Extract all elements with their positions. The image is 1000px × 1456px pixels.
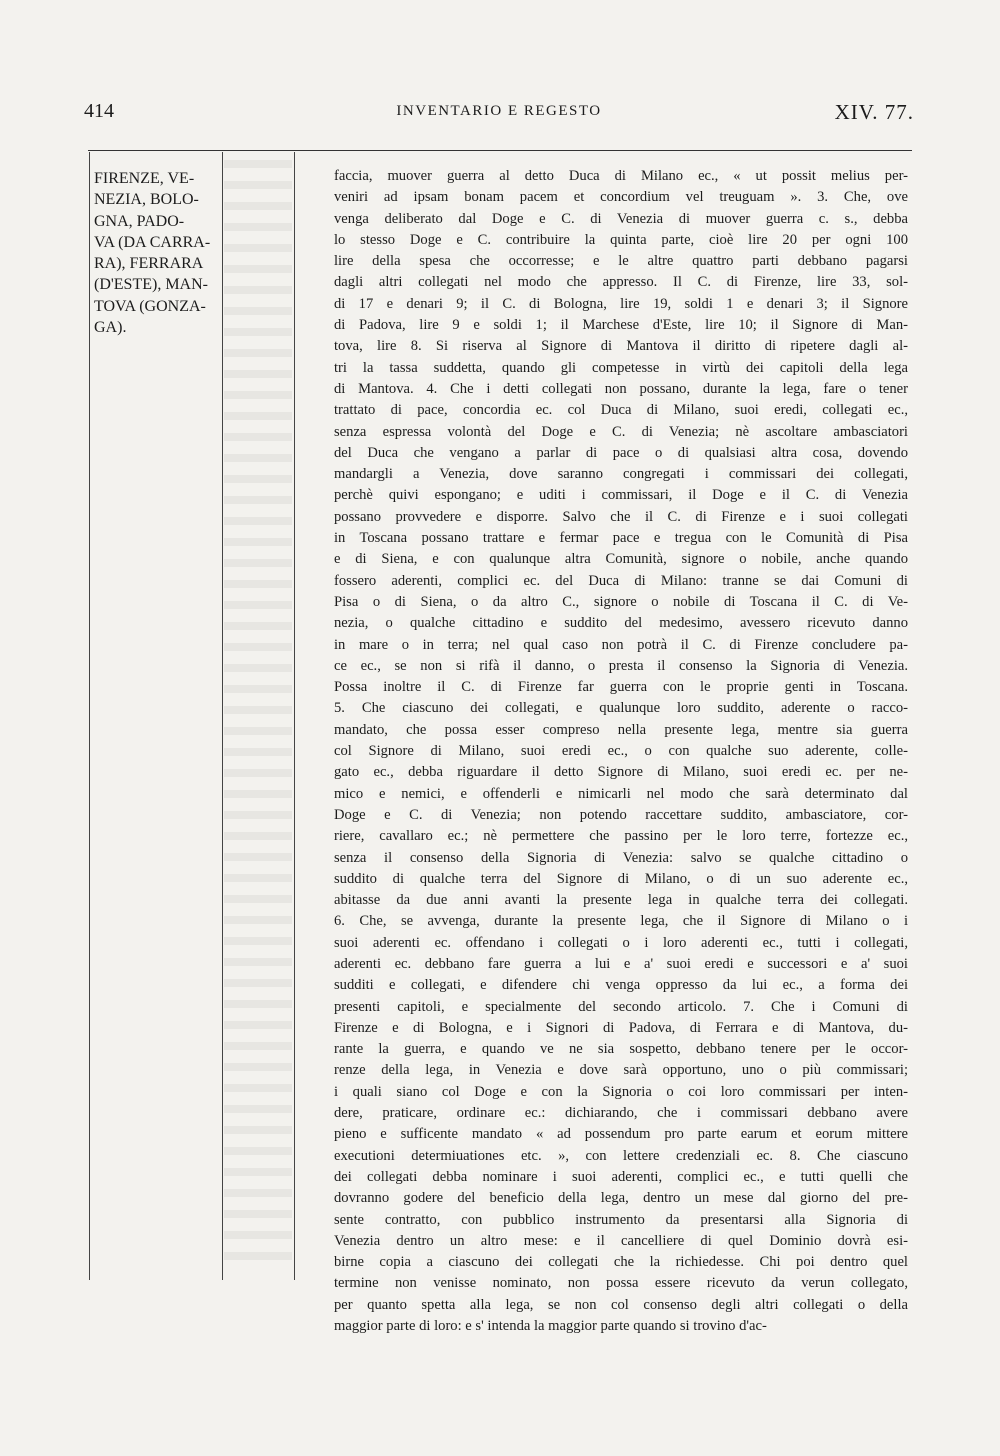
margin-note bbox=[94, 168, 220, 338]
text-line: suddito di qualche terra del Signore di Milano, o di un suo aderente ec., bbox=[334, 870, 908, 887]
text-line: mico e nemici, e offenderli e nimicarli nel modo che sarà determinato dal bbox=[334, 785, 908, 802]
text-line: termine non venisse nominato, non possa essere ricevuto da verun collegato, bbox=[334, 1275, 908, 1292]
text-line: Venezia dentro un altro mese: e il cancelliere di quel Dominio dovrà esi- bbox=[334, 1232, 908, 1249]
text-line: faccia, muover guerra al detto Duca di Milano ec., « ut possit melius per- bbox=[334, 168, 908, 184]
text-line: venga deliberato dal Doge e C. di Venezia di muover guerra c. s., debba bbox=[334, 210, 908, 227]
text-line: Pisa o di Siena, o da altro C., signore o nobile di Toscana il C. di Ve- bbox=[334, 593, 908, 610]
text-line: gato ec., debba riguardare il detto Signore di Milano, suoi eredi ec. per ne- bbox=[334, 764, 908, 781]
text-line: dere, praticare, ordinare ec.: dichiarando, che i commissari debbano avere bbox=[334, 1105, 908, 1122]
text-line: presenti capitoli, e specialmente del secondo articolo. 7. Che i Comuni di bbox=[334, 998, 908, 1015]
text-line: 6. Che, se avvenga, durante la presente lega, che il Signore di Milano o i bbox=[334, 913, 908, 930]
text-line: possano provvedere e disporre. Salvo che il C. di Firenze e i suoi collegati bbox=[334, 508, 908, 525]
text-line: renze della lega, in Venezia e dove sarà opportuno, uno o più commissari; bbox=[334, 1062, 908, 1079]
text-line: dagli altri collegati nel modo che appresso. Il C. di Firenze, lire 33, sol- bbox=[334, 274, 908, 291]
text-line: di 17 e denari 9; il C. di Bologna, lire 19, soldi 1 e denari 3; il Signore bbox=[334, 295, 908, 312]
text-line: aderenti ec. debbano fare guerra a lui e a' suoi eredi e successori e a' suoi bbox=[334, 955, 908, 972]
text-line: e di Siena, e con qualunque altra Comunità, signore o nobile, anche quando bbox=[334, 551, 908, 568]
margin-note-line: GNA, PADO- bbox=[94, 212, 185, 230]
section-reference: XIV. 77. bbox=[834, 100, 914, 124]
margin-note-line: NEZIA, BOLO- bbox=[94, 191, 199, 209]
column-divider-right bbox=[294, 152, 295, 1280]
text-line: dei collegati debba nominare i suoi aderenti, complici ec., e tutti quelli che bbox=[334, 1168, 908, 1185]
text-line: per quanto spetta alla lega, se non col consenso degli altri collegati o della bbox=[334, 1296, 908, 1313]
text-line: suoi aderenti ec. offendano i collegati o i loro aderenti ec., tutti i collegati, bbox=[334, 934, 908, 951]
text-line: abitasse da due anni avanti la presente lega in qualche terra dei collegati. bbox=[334, 892, 908, 909]
page-header bbox=[84, 100, 914, 130]
text-line: 5. Che ciascuno dei collegati, e qualunque loro suddito, aderente o racco- bbox=[334, 700, 908, 717]
text-line: di Mantova. 4. Che i detti collegati non possano, durante la lega, fare o tener bbox=[334, 380, 908, 397]
text-line: del Duca che vengano a parlar di pace o di qualsiasi altra cosa, dovendo bbox=[334, 444, 908, 461]
text-line: executioni determiuationes etc. », con lettere credenziali ec. 8. Che ciascuno bbox=[334, 1147, 908, 1164]
text-line: mandargli a Venezia, dove saranno congregati i commissari dei collegati, bbox=[334, 466, 908, 483]
text-line: ce ec., se non si rifà il danno, o presta il consenso la Signoria di Venezia. bbox=[334, 657, 908, 674]
text-line: nezia, o qualche cittadino e suddito del medesimo, avessero ricevuto danno bbox=[334, 615, 908, 632]
text-line: pieno e sufficente mandato « ad possendum pro parte earum et eorum mittere bbox=[334, 1126, 908, 1143]
text-line: sente contratto, con pubblico instrumento da presentarsi alla Signoria di bbox=[334, 1211, 908, 1228]
text-line: riere, cavallaro ec.; nè permettere che passino per le loro terre, fortezze ec., bbox=[334, 828, 908, 845]
margin-note-line: GA). bbox=[94, 319, 127, 337]
page-number: 414 bbox=[84, 100, 114, 122]
text-line: senza espressa volontà del Doge e C. di Venezia; nè ascoltare ambasciatori bbox=[334, 423, 908, 440]
column-divider-middle bbox=[222, 152, 223, 1280]
text-line: perchè quivi espongano; e uditi i commissari, il Doge e il C. di Venezia bbox=[334, 487, 908, 504]
text-line: col Signore di Milano, suoi eredi ec., o con qualche suo aderente, colle- bbox=[334, 743, 908, 760]
text-line: rante la guerra, e quando ve ne sia sospetto, debbano tenere per le occor- bbox=[334, 1041, 908, 1058]
text-line: in mare o in terra; nel qual caso non potrà il C. di Firenze concludere pa- bbox=[334, 636, 908, 653]
margin-note-line: TOVA (GONZA- bbox=[94, 297, 206, 315]
text-line: dovranno godere del beneficio della lega, dentro un mese dal giorno del pre- bbox=[334, 1190, 908, 1207]
body-text bbox=[334, 166, 908, 1337]
header-rule bbox=[88, 150, 912, 151]
text-line: birne copia a ciascuno dei collegati che la richiedesse. Chi poi dentro quel bbox=[334, 1254, 908, 1271]
text-line: veniri ad ipsam bonam pacem et concordium vel treuguam ». 3. Che, ove bbox=[334, 189, 908, 206]
text-line: maggior parte di loro: e s' intenda la maggior parte quando si trovino d'ac- bbox=[334, 1318, 767, 1335]
text-line: lire della spesa che occorresse; e le altre quattro parti debbano pagarsi bbox=[334, 253, 908, 270]
text-line: Possa inoltre il C. di Firenze far guerra con le proprie genti in Toscana. bbox=[334, 679, 908, 696]
text-line: fossero aderenti, complici ec. del Duca di Milano: tranne se dai Comuni di bbox=[334, 572, 908, 589]
text-line: senza il consenso della Signoria di Venezia: salvo se qualche cittadino o bbox=[334, 849, 908, 866]
text-line: lo stesso Doge e C. contribuire la quinta parte, cioè lire 20 per ogni 100 bbox=[334, 231, 908, 248]
column-divider-left bbox=[89, 152, 90, 1280]
margin-note-line: VA (DA CARRA- bbox=[94, 233, 211, 251]
show-through-text bbox=[224, 160, 292, 1270]
text-line: di Padova, lire 9 e soldi 1; il Marchese d'Este, lire 10; il Signore di Man- bbox=[334, 317, 908, 334]
running-title: INVENTARIO E REGESTO bbox=[396, 103, 602, 119]
margin-note-line: (D'ESTE), MAN- bbox=[94, 276, 208, 294]
text-line: i quali siano col Doge e con la Signoria o coi loro commissari per inten- bbox=[334, 1083, 908, 1100]
text-line: sudditi e collegati, e difendere chi venga oppresso da lui ec., a forma dei bbox=[334, 977, 908, 994]
text-line: tri la tassa suddetta, quando gli competesse in virtù dei capitoli della lega bbox=[334, 359, 908, 376]
text-line: mandato, che possa esser compreso nella presente lega, mentre sia guerra bbox=[334, 721, 908, 738]
text-line: tova, lire 8. Si riserva al Signore di Mantova il diritto di ripetere dagli al- bbox=[334, 338, 908, 355]
text-line: Doge e C. di Venezia; non potendo raccettare suddito, ambasciatore, cor- bbox=[334, 806, 908, 823]
text-line: Firenze e di Bologna, e i Signori di Padova, di Ferrara e di Mantova, du- bbox=[334, 1019, 908, 1036]
text-line: trattato di pace, concordia ec. col Duca di Milano, suoi eredi, collegati ec., bbox=[334, 402, 908, 419]
margin-note-line: RA), FERRARA bbox=[94, 255, 204, 273]
text-line: in Toscana possano trattare e fermar pace e tregua con le Comunità di Pisa bbox=[334, 530, 908, 547]
margin-note-line: FIRENZE, VE- bbox=[94, 170, 195, 187]
